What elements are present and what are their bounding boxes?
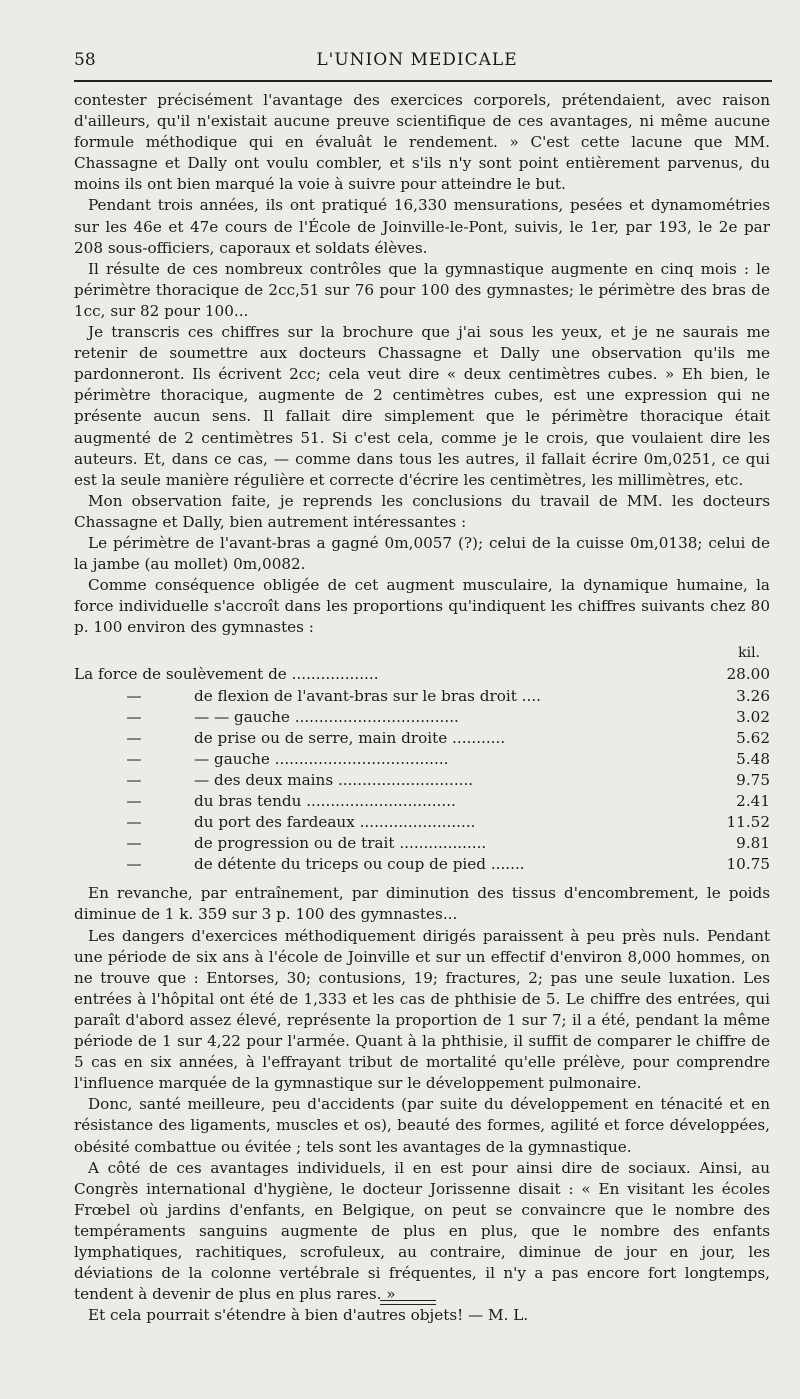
journal-title: L'UNION MEDICALE <box>316 50 518 70</box>
ditto-dash: — <box>126 770 142 789</box>
paragraph: Le périmètre de l'avant-bras a gagné 0m,0057 (?); celui de la cuisse 0m,0138; celui de la jambe (au mollet) 0m,0082. <box>74 533 770 574</box>
force-row: — — des deux mains ............................ 9.75 <box>74 770 770 791</box>
force-value: 3.02 <box>736 707 770 726</box>
ditto-dash: — <box>126 855 142 874</box>
force-table <box>74 664 770 875</box>
force-value: 28.00 <box>726 665 770 684</box>
force-value: 11.52 <box>726 813 770 832</box>
running-head <box>74 50 760 72</box>
paragraph: A côté de ces avantages individuels, il en est pour ainsi dire de sociaux. Ainsi, au Congrès international d'hygiène, le docteur Jorissenne disait : « En visitant les écoles Frœbel où jardins d'enfants, en Belgique, on peut se convaincre que le nombre des tempéraments sanguins augmente de plus en plus, que le nombre des enfants lymphatiques, rachitiques, scrofuleux, au contraire, diminue de jour en jour, les déviations de la colonne vertébrale si fréquentes, il n'y a pas encore fort longtemps, tendent à devenir de plus en plus rares. » <box>74 1158 770 1304</box>
ditto-dash: — <box>126 792 142 810</box>
force-value: 3.26 <box>736 686 770 705</box>
paragraph: Comme conséquence obligée de cet augment musculaire, la dynamique humaine, la force individuelle s'accroît dans les proportions qu'indiquent les chiffres suivants chez 80 p. 100 environ des gymnastes : <box>74 576 770 637</box>
force-label: du bras tendu <box>194 792 302 810</box>
force-row: — — gauche .................................... 5.48 <box>74 749 770 770</box>
force-label: La force de soulèvement de <box>74 665 287 684</box>
page-number: 58 <box>74 50 96 70</box>
paragraph: contester précisément l'avantage des exercices corporels, prétendaient, avec raison d'ailleurs, qu'il n'existait aucune preuve scientifique de ces avantages, ni même aucune formule méthodique qui en évaluât le rendement. » C'est cette lacune que MM. Chassagne et Dally ont voulu combler, et s'ils n'y sont point entièrement parvenus, du moins ils ont bien marqué la voie à suivre pour atteindre le but. <box>74 91 770 194</box>
paragraph: Donc, santé meilleure, peu d'accidents (par suite du développement en ténacité et en résistance des ligaments, muscles et os), beauté des formes, agilité et force développées, obésité combattue ou évitée ; tels sont les avantages de la gymnastique. <box>74 1095 770 1156</box>
paragraph: Et cela pourrait s'étendre à bien d'autres objets! — M. L. <box>88 1306 529 1325</box>
force-value: 9.75 <box>736 770 770 789</box>
force-value: 5.48 <box>736 749 770 768</box>
paragraph: Mon observation faite, je reprends les conclusions du travail de MM. les docteurs Chassagne et Dally, bien autrement intéressantes : <box>74 491 770 531</box>
force-row: — de progression ou de trait .................. 9.81 <box>74 833 770 854</box>
force-label: de progression ou de trait <box>194 834 395 853</box>
force-row: La force de soulèvement de .................. 28.00 <box>74 664 770 685</box>
ditto-dash: — <box>126 728 142 747</box>
ditto-dash: — <box>126 813 142 832</box>
force-value: 2.41 <box>736 792 770 810</box>
ditto-dash: — <box>126 834 142 853</box>
paragraph: En revanche, par entraînement, par diminution des tissus d'encombrement, le poids diminue de 1 k. 359 sur 3 p. 100 des gymnastes... <box>74 884 770 924</box>
force-row: — du port des fardeaux ........................ 11.52 <box>74 812 770 833</box>
ditto-dash: — <box>126 749 142 768</box>
force-row: — de détente du triceps ou coup de pied ....... 10.75 <box>74 854 770 875</box>
paragraph: Il résulte de ces nombreux contrôles que la gymnastique augmente en cinq mois : le périmètre thoracique de 2cc,51 sur 76 pour 100 des gymnastes; le périmètre des bras de 1cc, sur 82 pour 100... <box>74 259 770 320</box>
ditto-dash: — <box>126 707 142 726</box>
force-row: — — — gauche .................................. 3.02 <box>74 707 770 728</box>
force-label: de détente du triceps ou coup de pied <box>194 855 486 874</box>
paragraph: Je transcris ces chiffres sur la brochure que j'ai sous les yeux, et je ne saurais me retenir de soumettre aux docteurs Chassagne et Dally une observation qu'ils me pardonneront. Ils écrivent 2cc; cela veut dire « deux centimètres cubes. » Eh bien, le périmètre thoracique, augmente de 2 centimètres cubes, est une expression qui ne présente aucun sens. Il fallait dire simplement que le périmètre thoracique était augmenté de 2 centimètres 51. Si c'est cela, comme je le crois, que voulaient dire les auteurs. Et, dans ce cas, — comme dans tous les autres, il fallait écrire 0m,0251, ce qui est la seule manière régulière et correcte d'écrire les centimètres, les millimètres, etc. <box>74 323 770 489</box>
force-value: 5.62 <box>736 728 770 747</box>
end-rule <box>380 1300 436 1301</box>
force-value: 9.81 <box>736 834 770 853</box>
force-row: — de flexion de l'avant-bras sur le bras droit .... 3.26 <box>74 686 770 707</box>
end-rule <box>380 1304 436 1305</box>
force-label: du port des fardeaux <box>194 813 355 832</box>
force-label: — — gauche <box>194 707 290 726</box>
force-label: de flexion de l'avant-bras sur le bras droit <box>194 686 517 705</box>
force-label: — des deux mains <box>194 770 334 789</box>
force-label: de prise ou de serre, main droite <box>194 728 448 747</box>
paragraph: Les dangers d'exercices méthodiquement dirigés paraissent à peu près nuls. Pendant une période de six ans à l'école de Joinville et sur un effectif d'environ 8,000 hommes, on ne trouve que : Entorses, 30; contusions, 19; fractures, 2; pas une seule luxation. Les entrées à l'hôpital ont été de 1,333 et les cas de phthisie de 5. Le chiffre des entrées, qui paraît d'abord assez élevé, représente la proportion de 1 sur 7; il a été, pendant la même période de 1 sur 4,22 pour l'armée. Quant à la phthisie, il suffit de comparer le chiffre de 5 cas en six années, à l'effrayant tribut de mortalité qu'elle prélève, pour comprendre l'influence marquée de la gymnastique sur le développement pulmonaire. <box>74 926 770 1093</box>
force-row: — de prise ou de serre, main droite ........... 5.62 <box>74 728 770 749</box>
force-row: — du bras tendu ............................... 2.41 <box>74 791 770 812</box>
header-rule <box>74 80 772 82</box>
unit-label: kil. <box>738 645 760 662</box>
force-label: — gauche <box>194 749 270 768</box>
force-value: 10.75 <box>726 855 770 874</box>
paragraph: Pendant trois années, ils ont pratiqué 16,330 mensurations, pesées et dynamométries sur les 46e et 47e cours de l'École de Joinville-le-Pont, suivis, le 1er, par 193, le 2e par 208 sous-officiers, caporaux et soldats élèves. <box>74 196 770 257</box>
ditto-dash: — <box>126 686 142 705</box>
article-body <box>74 90 770 1326</box>
